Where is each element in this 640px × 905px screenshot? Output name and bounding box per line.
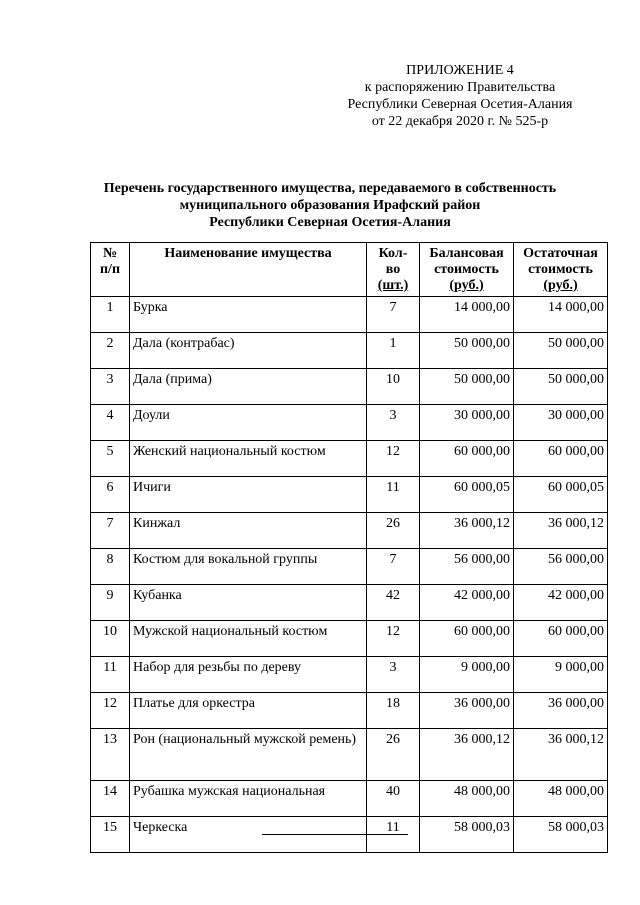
cell-qty: 12 — [367, 621, 420, 657]
appendix-header — [320, 62, 600, 130]
cell-name: Набор для резьбы по дереву — [130, 657, 367, 693]
cell-num: 14 — [91, 781, 130, 817]
table-row — [91, 441, 608, 477]
cell-residual: 9 000,00 — [514, 657, 608, 693]
header-qty: Кол- во (шт.) — [367, 243, 420, 297]
document-title — [80, 180, 580, 231]
cell-name: Костюм для вокальной группы — [130, 549, 367, 585]
cell-qty: 40 — [367, 781, 420, 817]
cell-balance: 14 000,00 — [420, 297, 514, 333]
table-row — [91, 333, 608, 369]
header-name: Наименование имущества — [130, 243, 367, 297]
cell-balance: 60 000,05 — [420, 477, 514, 513]
title-line-2: муниципального образования Ирафский район — [179, 198, 481, 213]
table-row — [91, 657, 608, 693]
cell-residual: 36 000,12 — [514, 729, 608, 781]
cell-qty: 26 — [367, 729, 420, 781]
table-row — [91, 513, 608, 549]
table-header-row — [91, 243, 608, 297]
appendix-order-ref: к распоряжению Правительства — [364, 80, 556, 95]
cell-balance: 42 000,00 — [420, 585, 514, 621]
cell-name: Доули — [130, 405, 367, 441]
cell-balance: 48 000,00 — [420, 781, 514, 817]
cell-qty: 7 — [367, 549, 420, 585]
cell-residual: 60 000,05 — [514, 477, 608, 513]
closing-rule — [262, 834, 408, 835]
cell-residual: 50 000,00 — [514, 369, 608, 405]
cell-name: Женский национальный костюм — [130, 441, 367, 477]
cell-num: 13 — [91, 729, 130, 781]
header-residual: Остаточная стоимость (руб.) — [514, 243, 608, 297]
cell-name: Платье для оркестра — [130, 693, 367, 729]
table-row — [91, 549, 608, 585]
cell-balance: 58 000,03 — [420, 817, 514, 853]
cell-qty: 3 — [367, 657, 420, 693]
title-line-1: Перечень государственного имущества, передаваемого в собственность — [103, 181, 557, 196]
cell-balance: 60 000,00 — [420, 441, 514, 477]
cell-residual: 48 000,00 — [514, 781, 608, 817]
cell-num: 9 — [91, 585, 130, 621]
cell-balance: 36 000,12 — [420, 513, 514, 549]
appendix-government: Республики Северная Осетия-Алания — [347, 97, 573, 112]
cell-num: 8 — [91, 549, 130, 585]
cell-qty: 10 — [367, 369, 420, 405]
cell-residual: 36 000,00 — [514, 693, 608, 729]
cell-residual: 36 000,12 — [514, 513, 608, 549]
cell-num: 15 — [91, 817, 130, 853]
cell-residual: 50 000,00 — [514, 333, 608, 369]
cell-name: Дала (контрабас) — [130, 333, 367, 369]
table-row — [91, 369, 608, 405]
appendix-label: ПРИЛОЖЕНИЕ 4 — [406, 63, 514, 78]
table-row — [91, 585, 608, 621]
cell-residual: 60 000,00 — [514, 441, 608, 477]
cell-num: 6 — [91, 477, 130, 513]
cell-residual: 42 000,00 — [514, 585, 608, 621]
cell-num: 10 — [91, 621, 130, 657]
table-row — [91, 693, 608, 729]
cell-name: Ичиги — [130, 477, 367, 513]
cell-num: 1 — [91, 297, 130, 333]
cell-balance: 50 000,00 — [420, 333, 514, 369]
table-row — [91, 729, 608, 781]
header-balance: Балансовая стоимость (руб.) — [420, 243, 514, 297]
property-table — [90, 242, 608, 853]
cell-name: Черкеска — [130, 817, 367, 853]
cell-num: 5 — [91, 441, 130, 477]
cell-balance: 36 000,00 — [420, 693, 514, 729]
cell-residual: 56 000,00 — [514, 549, 608, 585]
cell-qty: 42 — [367, 585, 420, 621]
cell-balance: 30 000,00 — [420, 405, 514, 441]
cell-name: Кубанка — [130, 585, 367, 621]
cell-num: 11 — [91, 657, 130, 693]
cell-qty: 7 — [367, 297, 420, 333]
cell-qty: 3 — [367, 405, 420, 441]
cell-balance: 9 000,00 — [420, 657, 514, 693]
cell-name: Рубашка мужская национальная — [130, 781, 367, 817]
cell-qty: 26 — [367, 513, 420, 549]
cell-qty: 11 — [367, 477, 420, 513]
table-row — [91, 781, 608, 817]
cell-balance: 60 000,00 — [420, 621, 514, 657]
cell-residual: 60 000,00 — [514, 621, 608, 657]
cell-num: 2 — [91, 333, 130, 369]
cell-balance: 36 000,12 — [420, 729, 514, 781]
cell-name: Дала (прима) — [130, 369, 367, 405]
table-row — [91, 405, 608, 441]
cell-name: Бурка — [130, 297, 367, 333]
cell-qty: 12 — [367, 441, 420, 477]
cell-name: Рон (национальный мужской ремень) — [130, 729, 367, 781]
cell-balance: 56 000,00 — [420, 549, 514, 585]
cell-num: 7 — [91, 513, 130, 549]
cell-num: 12 — [91, 693, 130, 729]
table-row — [91, 297, 608, 333]
cell-residual: 30 000,00 — [514, 405, 608, 441]
appendix-date-number: от 22 декабря 2020 г. № 525-р — [371, 114, 549, 129]
cell-residual: 58 000,03 — [514, 817, 608, 853]
table-row — [91, 477, 608, 513]
cell-name: Кинжал — [130, 513, 367, 549]
cell-num: 3 — [91, 369, 130, 405]
cell-name: Мужской национальный костюм — [130, 621, 367, 657]
cell-qty: 18 — [367, 693, 420, 729]
cell-residual: 14 000,00 — [514, 297, 608, 333]
header-num: № п/п — [91, 243, 130, 297]
cell-qty: 11 — [367, 817, 420, 853]
cell-qty: 1 — [367, 333, 420, 369]
title-line-3: Республики Северная Осетия-Алания — [209, 215, 451, 230]
cell-num: 4 — [91, 405, 130, 441]
cell-balance: 50 000,00 — [420, 369, 514, 405]
table-row — [91, 621, 608, 657]
